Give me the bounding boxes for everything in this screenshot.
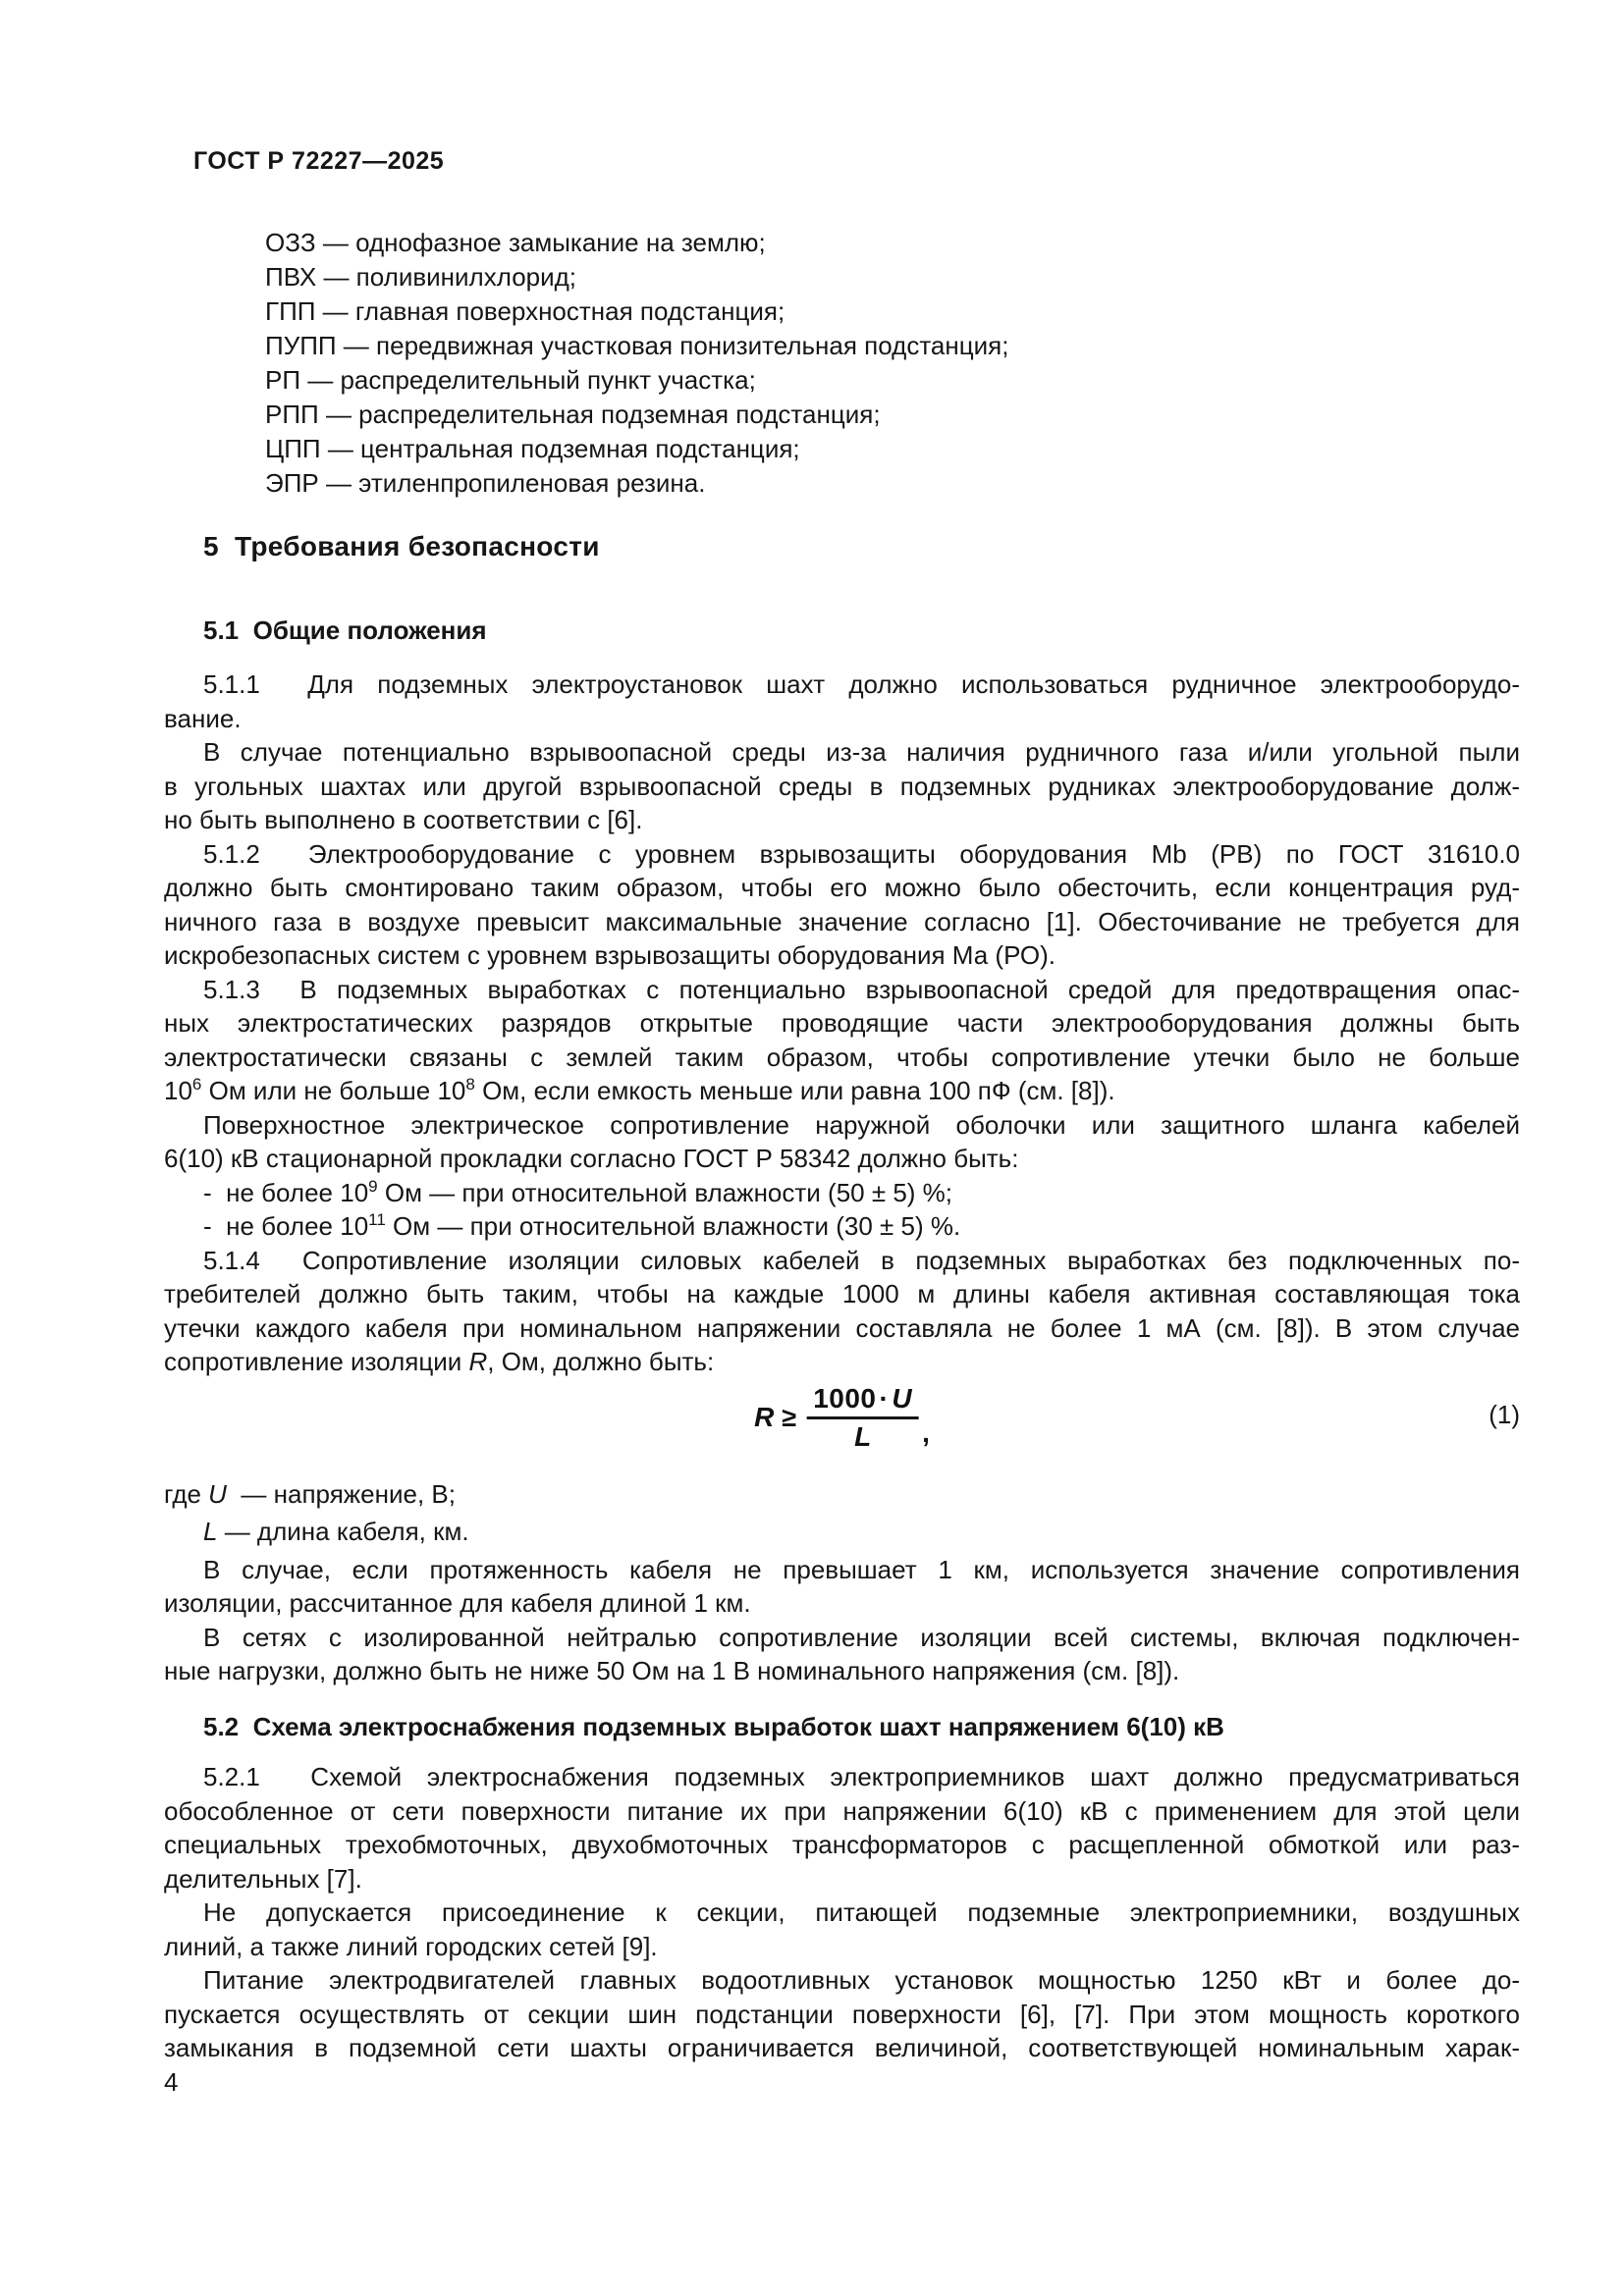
text-line: где U — напряжение, В; [164, 1478, 456, 1509]
formula-numerator [806, 1382, 919, 1416]
abbreviation-item: ГПП — главная поверхностная подстанция; [265, 296, 785, 326]
text-line: В случае, если протяженность кабеля не превышает 1 км, используется значение сопротивления [203, 1554, 1520, 1584]
abbreviation-item: РП — распределительный пункт участка; [265, 365, 756, 395]
formula-fraction [806, 1382, 919, 1452]
section-5-2-heading: 5.2 Схема электроснабжения подземных выработок шахт напряжением 6(10) кВ [203, 1711, 1224, 1741]
text-line: 5.1.4 Сопротивление изоляции силовых кабелей в подземных выработках без подключенных по- [203, 1245, 1520, 1275]
section-5-heading: 5 Требования безопасности [203, 531, 600, 561]
text-line: 5.1.1 Для подземных электроустановок шахт должно использоваться рудничное электрооборудо- [203, 669, 1520, 699]
formula-row [164, 1382, 1520, 1452]
text-line: В случае потенциально взрывоопасной среды из-за наличия рудничного газа и/или угольной пыли [203, 737, 1520, 767]
text-line: ные нагрузки, должно быть не ниже 50 Ом на 1 В номинального напряжения (см. [8]). [164, 1656, 1180, 1685]
formula-lhs: R [754, 1401, 775, 1432]
text-line: - не более $10^9$ Ом — при относительной влажности (50 ± 5) %; [203, 1176, 953, 1207]
text-line: обособленное от сети поверхности питание их при напряжении 6(10) кВ с применением для этой цели [164, 1795, 1520, 1826]
text-line: пускается осуществлять от секции шин подстанции поверхности [6], [7]. При этом мощность короткого [164, 1999, 1520, 2029]
abbreviation-item: ЦПП — центральная подземная подстанция; [265, 434, 800, 463]
multiplication-dot: · [879, 1382, 890, 1414]
text-line: делительных [7]. [164, 1863, 362, 1894]
text-line: Поверхностное электрическое сопротивление наружной оболочки или защитного шланга кабелей [203, 1109, 1520, 1140]
text-line: утечки каждого кабеля при номинальном напряжении составляла не более 1 мА (см. [8]). В этом случае [164, 1312, 1520, 1343]
page-number: 4 [164, 2067, 179, 2097]
text-line: ничного газа в воздухе превысит максимальные значение согласно [1]. Обесточивание не требуется для [164, 906, 1520, 936]
formula-comma: , [922, 1416, 930, 1448]
equation-number: (1) [1489, 1399, 1520, 1429]
text-line: специальных трехобмоточных, двухобмоточных трансформаторов с расщепленной обмоткой или раз- [164, 1830, 1520, 1859]
text-line: должно быть смонтировано таким образом, чтобы его можно было обесточить, если концентрация руд- [164, 873, 1520, 902]
body-block-2 [164, 1477, 1520, 1688]
abbreviation-item: ПВХ — поливинилхлорид; [265, 262, 577, 292]
text-line: линий, а также линий городских сетей [9]. [164, 1931, 658, 1961]
abbreviation-item: РПП — распределительная подземная подстанция; [265, 400, 881, 429]
text-line: 5.1.2 Электрооборудование с уровнем взрывозащиты оборудования Mb (РВ) по ГОСТ 31610.0 [203, 838, 1520, 869]
text-line: Не допускается присоединение к секции, питающей подземные электроприемники, воздушных [203, 1897, 1520, 1927]
text-line: изоляции, рассчитанное для кабеля длиной 1 км. [164, 1588, 751, 1618]
formula-1 [754, 1382, 930, 1452]
text-line: $10^6$ Ом или не больше $10^8$ Ом, если емкость меньше или равна 100 пФ (см. [8]). [164, 1075, 1115, 1105]
text-line: 5.2.1 Схемой электроснабжения подземных электроприемников шахт должно предусматриваться [203, 1762, 1520, 1791]
text-line: В сетях с изолированной нейтралью сопротивление изоляции всей системы, включая подключен- [203, 1622, 1520, 1652]
formula-operator: ≥ [782, 1402, 797, 1432]
text-line: 5.1.3 В подземных выработках с потенциально взрывоопасной средой для предотвращения опас- [203, 974, 1520, 1004]
text-line: требителей должно быть таким, чтобы на каждые 1000 м длины кабеля активная составляющая тока [164, 1279, 1520, 1308]
text-line: замыкания в подземной сети шахты ограничивается величиной, соответствующей номинальным харак- [164, 2033, 1520, 2062]
text-line: искробезопасных систем с уровнем взрывозащиты оборудования Ма (РО). [164, 940, 1056, 970]
abbreviation-item: ПУПП — передвижная участковая понизительная подстанция; [265, 331, 1009, 360]
section-5-1-heading: 5.1 Общие положения [203, 615, 487, 645]
text-line: сопротивление изоляции R, Ом, должно быть: [164, 1347, 715, 1376]
text-line: ных электростатических разрядов открытые проводящие части электрооборудования должны быть [164, 1008, 1520, 1038]
text-line: но быть выполнено в соответствии с [6]. [164, 805, 643, 834]
content-column [164, 667, 1520, 2065]
body-block-1 [164, 667, 1520, 1379]
abbreviation-item: ЭПР — этиленпропиленовая резина. [265, 468, 706, 498]
text-line: электростатически связаны с землей таким образом, чтобы сопротивление утечки было не больше [164, 1041, 1520, 1072]
formula-denominator: L [854, 1420, 872, 1452]
running-header: ГОСТ Р 72227—2025 [193, 147, 445, 175]
formula-numerator-variable: U [892, 1382, 913, 1414]
body-block-3 [164, 1760, 1520, 2065]
text-line: 6(10) кВ стационарной прокладки согласно ГОСТ Р 58342 должно быть: [164, 1144, 1019, 1173]
text-line: - не более $10^{11}$ Ом — при относительной влажности (30 ± 5) %. [203, 1210, 961, 1241]
formula-numerator-coefficient: 1000 [813, 1382, 877, 1414]
text-line: в угольных шахтах или другой взрывоопасной среды в подземных рудниках электрооборудование долж- [164, 771, 1520, 801]
abbreviation-item: ОЗЗ — однофазное замыкание на землю; [265, 228, 766, 257]
text-line: L — длина кабеля, км. [203, 1517, 469, 1546]
text-line: вание. [164, 703, 242, 733]
abbreviation-list [265, 226, 1008, 501]
text-line: Питание электродвигателей главных водоотливных установок мощностью 1250 кВт и более до- [203, 1965, 1520, 1995]
